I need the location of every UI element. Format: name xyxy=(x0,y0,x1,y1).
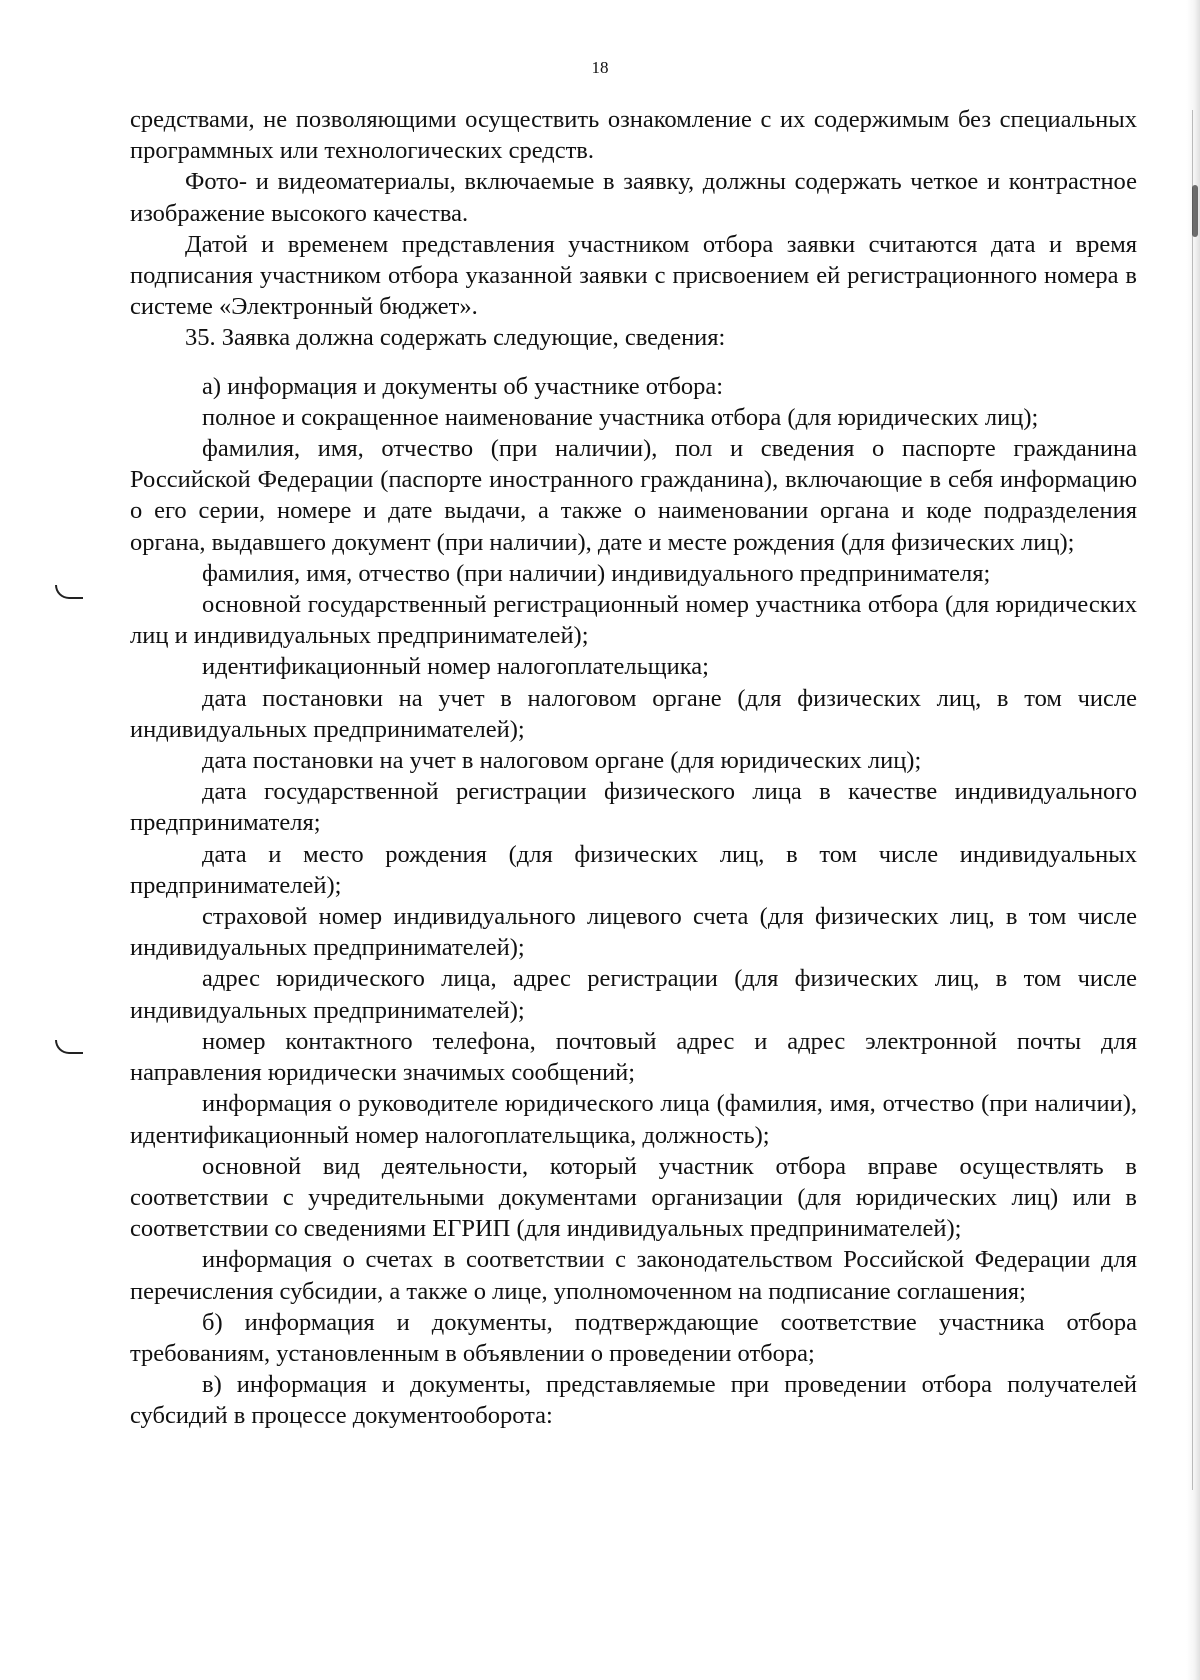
paragraph-continuation: средствами, не позволяющими осуществить ознакомление с их содержимым без специальных программных или технологических средств. xyxy=(130,106,1137,165)
list-item: адрес юридического лица, адрес регистрации (для физических лиц, в том числе индивидуальных предпринимателей); xyxy=(130,965,1137,1024)
binding-hole-mark xyxy=(55,585,83,599)
list-item: страховой номер индивидуального лицевого счета (для физических лиц, в том числе индивидуальных предпринимателей); xyxy=(130,903,1137,962)
page-number: 18 xyxy=(591,58,609,77)
paragraph-submission-date: Датой и временем представления участником отбора заявки считаются дата и время подписания участником отбора указанной заявки с присвоением ей регистрационного номера в системе «Электронный бюджет». xyxy=(130,230,1137,321)
list-item: дата и место рождения (для физических лиц, в том числе индивидуальных предпринимателей); xyxy=(130,840,1137,899)
list-item: фамилия, имя, отчество (при наличии), пол и сведения о паспорте гражданина Российской Федерации (паспорте иностранного гражданина), включающие в себя информацию о его серии, номере и дате выдачи, а также о наименовании органа и коде подразделения органа, выдавшего документ (при наличии), дате и месте рождения (для физических лиц); xyxy=(130,435,1137,556)
list-item: полное и сокращенное наименование участника отбора (для юридических лиц); xyxy=(202,403,1039,431)
clause-35-heading: 35. Заявка должна содержать следующие, сведения: xyxy=(185,324,726,352)
list-item: дата постановки на учет в налоговом органе (для юридических лиц); xyxy=(202,747,922,775)
list-item: номер контактного телефона, почтовый адрес и адрес электронной почты для направления юридически значимых сообщений; xyxy=(130,1027,1137,1087)
scan-edge-line xyxy=(1192,110,1193,1490)
subclause-v: в) информация и документы, представляемые при проведении отбора получателей субсидий в процессе документооборота: xyxy=(130,1371,1137,1430)
list-item: фамилия, имя, отчество (при наличии) индивидуального предпринимателя; xyxy=(202,559,991,587)
paragraph-photo-video: Фото- и видеоматериалы, включаемые в заявку, должны содержать четкое и контрастное изображение высокого качества. xyxy=(130,168,1137,227)
document-body xyxy=(130,104,1137,1432)
list-item: дата постановки на учет в налоговом органе (для физических лиц, в том числе индивидуальных предпринимателей); xyxy=(130,684,1137,743)
subclause-b: б) информация и документы, подтверждающие соответствие участника отбора требованиям, установленным в объявлении о проведении отбора; xyxy=(130,1308,1137,1367)
list-item: дата государственной регистрации физического лица в качестве индивидуального предпринимателя; xyxy=(130,778,1137,837)
scan-edge-blot xyxy=(1192,185,1198,237)
list-item: основной вид деятельности, который участник отбора вправе осуществлять в соответствии с учредительными документами организации (для юридических лиц) или в соответствии со сведениями ЕГРИП (для индивидуальных предпринимателей); xyxy=(130,1152,1137,1243)
list-item: информация о счетах в соответствии с законодательством Российской Федерации для перечисления субсидии, а также о лице, уполномоченном на подписание соглашения; xyxy=(130,1246,1137,1305)
subclause-a-heading: а) информация и документы об участнике отбора: xyxy=(202,372,724,400)
binding-hole-mark xyxy=(55,1040,83,1054)
list-item: основной государственный регистрационный номер участника отбора (для юридических лиц и индивидуальных предпринимателей); xyxy=(130,591,1137,650)
list-item: идентификационный номер налогоплательщика; xyxy=(202,653,709,681)
list-item: информация о руководителе юридического лица (фамилия, имя, отчество (при наличии), идентификационный номер налогоплательщика, должность); xyxy=(130,1090,1137,1149)
scan-edge-shadow xyxy=(1186,0,1200,1680)
